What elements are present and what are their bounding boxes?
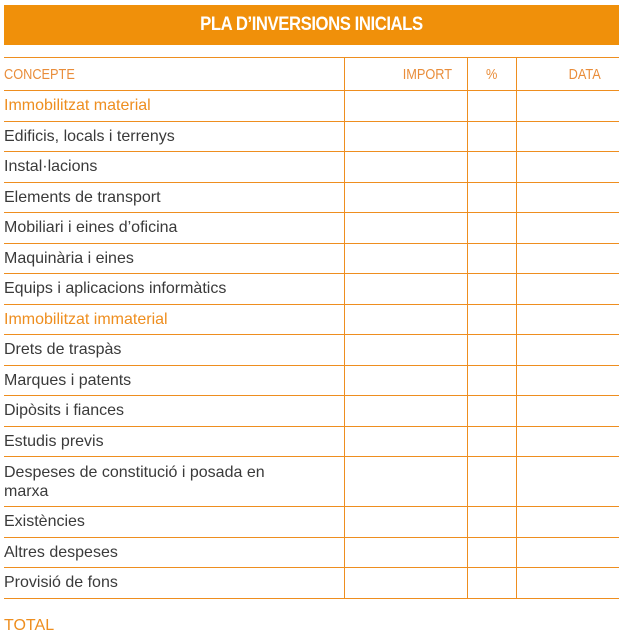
total-label: TOTAL: [4, 617, 55, 634]
table-row: [4, 152, 619, 183]
percent-cell[interactable]: [467, 426, 516, 457]
import-cell[interactable]: [344, 213, 467, 244]
table-row: [4, 537, 619, 568]
header-date-label: DATA: [568, 65, 601, 83]
title-bar: [4, 5, 619, 45]
header-concept: [4, 58, 344, 91]
concept-cell: Elements de transport: [4, 182, 344, 213]
percent-cell[interactable]: [467, 182, 516, 213]
table-row: [4, 457, 619, 507]
import-cell[interactable]: [344, 274, 467, 305]
header-date: [516, 58, 619, 91]
header-percent: [467, 58, 516, 91]
concept-cell: Mobiliari i eines d’oficina: [4, 213, 344, 244]
percent-cell[interactable]: [467, 91, 516, 122]
table-row: [4, 396, 619, 427]
percent-cell[interactable]: [467, 335, 516, 366]
concept-cell: Dipòsits i fiances: [4, 396, 344, 427]
concept-cell: Existències: [4, 507, 344, 538]
date-cell[interactable]: [516, 91, 619, 122]
concept-cell: Instal·lacions: [4, 152, 344, 183]
date-cell[interactable]: [516, 537, 619, 568]
import-cell[interactable]: [344, 304, 467, 335]
import-cell[interactable]: [344, 537, 467, 568]
import-cell[interactable]: [344, 396, 467, 427]
percent-cell[interactable]: [467, 568, 516, 599]
concept-cell: Immobilitzat immaterial: [4, 304, 344, 335]
percent-cell[interactable]: [467, 365, 516, 396]
date-cell[interactable]: [516, 568, 619, 599]
date-cell[interactable]: [516, 213, 619, 244]
date-cell[interactable]: [516, 121, 619, 152]
table-header-row: [4, 58, 619, 91]
date-cell[interactable]: [516, 507, 619, 538]
header-import-label: IMPORT: [403, 65, 453, 83]
header-percent-label: %: [485, 65, 498, 83]
import-cell[interactable]: [344, 457, 467, 507]
concept-cell: Altres despeses: [4, 537, 344, 568]
import-cell[interactable]: [344, 121, 467, 152]
percent-cell[interactable]: [467, 274, 516, 305]
percent-cell[interactable]: [467, 213, 516, 244]
concept-cell: Despeses de constitució i posada en marxa: [4, 457, 344, 507]
percent-cell[interactable]: [467, 396, 516, 427]
table-row: [4, 243, 619, 274]
percent-cell[interactable]: [467, 457, 516, 507]
concept-cell: Provisió de fons: [4, 568, 344, 599]
date-cell[interactable]: [516, 457, 619, 507]
import-cell[interactable]: [344, 182, 467, 213]
section-row: [4, 91, 619, 122]
page-title: PLA D’INVERSIONS INICIALS: [200, 14, 423, 35]
import-cell[interactable]: [344, 91, 467, 122]
table-row: [4, 426, 619, 457]
import-cell[interactable]: [344, 568, 467, 599]
table-row: [4, 335, 619, 366]
concept-cell: Maquinària i eines: [4, 243, 344, 274]
date-cell[interactable]: [516, 243, 619, 274]
header-concept-label: CONCEPTE: [4, 65, 75, 83]
concept-cell: Immobilitzat material: [4, 91, 344, 122]
date-cell[interactable]: [516, 365, 619, 396]
date-cell[interactable]: [516, 335, 619, 366]
table-row: [4, 274, 619, 305]
percent-cell[interactable]: [467, 152, 516, 183]
concept-cell: Drets de traspàs: [4, 335, 344, 366]
date-cell[interactable]: [516, 304, 619, 335]
import-cell[interactable]: [344, 426, 467, 457]
table-row: [4, 365, 619, 396]
date-cell[interactable]: [516, 274, 619, 305]
concept-cell: Estudis previs: [4, 426, 344, 457]
section-row: [4, 304, 619, 335]
table-row: [4, 182, 619, 213]
percent-cell[interactable]: [467, 537, 516, 568]
import-cell[interactable]: [344, 335, 467, 366]
import-cell[interactable]: [344, 507, 467, 538]
table-row: [4, 568, 619, 599]
import-cell[interactable]: [344, 243, 467, 274]
percent-cell[interactable]: [467, 304, 516, 335]
date-cell[interactable]: [516, 396, 619, 427]
import-cell[interactable]: [344, 365, 467, 396]
header-import: [344, 58, 467, 91]
table-row: [4, 507, 619, 538]
date-cell[interactable]: [516, 426, 619, 457]
concept-cell: Equips i aplicacions informàtics: [4, 274, 344, 305]
concept-cell: Edificis, locals i terrenys: [4, 121, 344, 152]
date-cell[interactable]: [516, 152, 619, 183]
percent-cell[interactable]: [467, 121, 516, 152]
investment-table: [4, 57, 619, 599]
date-cell[interactable]: [516, 182, 619, 213]
import-cell[interactable]: [344, 152, 467, 183]
table-row: [4, 213, 619, 244]
table-row: [4, 121, 619, 152]
percent-cell[interactable]: [467, 243, 516, 274]
concept-cell: Marques i patents: [4, 365, 344, 396]
percent-cell[interactable]: [467, 507, 516, 538]
